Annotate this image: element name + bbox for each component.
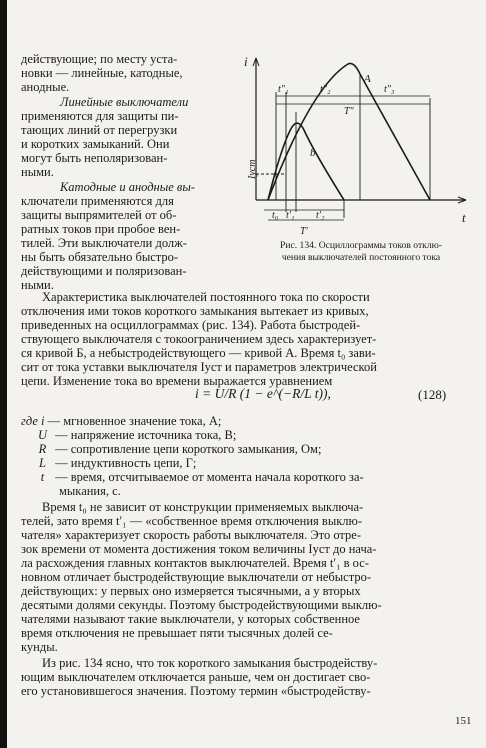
- left-text-line: новки — линейные, катодные,: [21, 66, 183, 80]
- page-edge-shadow: [0, 0, 7, 748]
- body-text-line: ствующего выключателя с токоограничением здесь характеризует-: [21, 332, 377, 346]
- where-text: — сопротивление цепи короткого замыкания, Ом;: [55, 442, 322, 456]
- where-item: [21, 414, 221, 428]
- body-text-line: приведенных на осциллограммах (рис. 134). Работа быстродей-: [21, 318, 361, 332]
- left-text-line: ключатели применяются для: [21, 194, 174, 208]
- where-text: мыкания, с.: [59, 484, 121, 498]
- left-text-line: могут быть неполяризован-: [21, 151, 168, 165]
- where-symbol: где i: [21, 414, 45, 428]
- where-symbol: L: [39, 456, 46, 470]
- left-text-line: Катодные и анодные вы-: [60, 180, 195, 194]
- t1p-label: t′₁: [286, 210, 295, 221]
- t1pp-label: t″₁: [278, 84, 289, 95]
- body-text-line: его установившегося значения. Поэтому термин «быстродейству-: [21, 684, 371, 698]
- t2pp-label: t″₂: [320, 84, 331, 95]
- curve-a-label: A: [364, 73, 371, 85]
- body-text-line: Из рис. 134 ясно, что ток короткого замыкания быстродейству-: [42, 656, 378, 670]
- t3pp-label: t″₃: [384, 84, 395, 95]
- body-text-line: новном отличает быстродействующие выключатели от небыстро-: [21, 570, 371, 584]
- left-text-line: действующими и поляризован-: [21, 264, 187, 278]
- left-text-line: действующие; по месту уста-: [21, 52, 178, 66]
- left-text-line: ны быть обязательно быстро-: [21, 250, 179, 264]
- t0-label: t₀: [272, 210, 279, 221]
- body-text-line: десятыми долями секунды. Поэтому быстродействующими выклю-: [21, 598, 382, 612]
- body-text-line: Время t₀ не зависит от конструкции применяемых выключа-: [42, 500, 364, 514]
- body-text-line: чателя» характеризует скорость работы выключателя. Это отре-: [21, 528, 362, 542]
- where-item: [33, 470, 364, 484]
- body-text-line: кунды.: [21, 640, 58, 654]
- body-text-line: действующих: у первых оно измеряется тысячными, а у вторых: [21, 584, 361, 598]
- tp-label: T′: [300, 226, 308, 237]
- body-text-line: ла расхождения главных контактов выключателей. Время t′₁ в ос-: [21, 556, 369, 570]
- page-number: 151: [455, 715, 472, 727]
- where-text: — мгновенное значение тока, А;: [47, 414, 222, 428]
- equation-number: (128): [418, 387, 447, 402]
- left-text-line: тилей. Эти выключатели долж-: [21, 236, 187, 250]
- left-text-line: тающих линий от перегрузки: [21, 123, 178, 137]
- left-text-line: ными.: [21, 165, 54, 179]
- tpp-label: T″: [344, 106, 354, 117]
- i-axis-label: i: [244, 54, 248, 69]
- body-text-line: телей, зато время t′₁ — «собственное время отключения выклю-: [21, 514, 363, 528]
- body-text-line: зок времени от момента достижения током величины Iуст до нача-: [21, 542, 377, 556]
- curve-a: [268, 63, 430, 200]
- left-text-line: защиты выпрямителей от об-: [21, 208, 177, 222]
- curve-b-label: b: [310, 147, 316, 159]
- where-symbol: U: [37, 428, 48, 442]
- where-item: [33, 428, 236, 442]
- where-symbol: R: [38, 442, 47, 456]
- left-text-line: и коротких замыканий. Они: [21, 137, 170, 151]
- where-symbol: t: [40, 470, 45, 484]
- left-text-line: ратных токов при пробое вен-: [21, 222, 181, 236]
- where-text: — время, отсчитываемое от момента начала короткого за-: [55, 470, 364, 484]
- figure-caption-line: чения выключателей постоянного тока: [281, 252, 441, 263]
- body-text-line: цепи. Изменение тока во времени выражается уравнением: [21, 374, 333, 388]
- body-text-line: ющим выключателем отключается раньше, чем он достигает сво-: [21, 670, 371, 684]
- where-item: [33, 442, 321, 456]
- body-text-line: ся кривой Б, а небыстродействующего — кривой А. Время t₀ зави-: [21, 346, 376, 360]
- formula-128: i = U/R (1 − e^(−R/L t)),: [195, 386, 331, 401]
- i-ust-label: Iуст: [247, 159, 258, 179]
- left-text-line: ными.: [21, 278, 54, 292]
- where-item: [33, 456, 196, 470]
- figure-caption: [243, 240, 479, 264]
- left-text-line: применяются для защиты пи-: [21, 109, 179, 123]
- curve-b: [268, 123, 344, 200]
- where-text: — напряжение источника тока, В;: [55, 428, 237, 442]
- left-text-line: анодные.: [21, 80, 70, 94]
- t2p-label: t′₂: [316, 210, 325, 221]
- body-text-line: Характеристика выключателей постоянного тока по скорости: [42, 290, 370, 304]
- body-text-line: время отключения не превышает пяти тысячных долей се-: [21, 626, 333, 640]
- where-text: — индуктивность цепи, Г;: [55, 456, 197, 470]
- body-text-line: чателями называют такие выключатели, у которых собственное: [21, 612, 360, 626]
- where-item: [59, 484, 121, 498]
- left-text-line: Линейные выключатели: [60, 95, 189, 109]
- body-text-line: отключения ими токов короткого замыкания вытекает из кривых,: [21, 304, 369, 318]
- t-axis-label: t: [462, 210, 466, 225]
- oscillogram-figure: [236, 52, 478, 240]
- body-text-line: сит от тока уставки выключателя Iуст и параметров электрической: [21, 360, 377, 374]
- figure-caption-line: Рис. 134. Осциллограммы токов отклю-: [280, 240, 442, 251]
